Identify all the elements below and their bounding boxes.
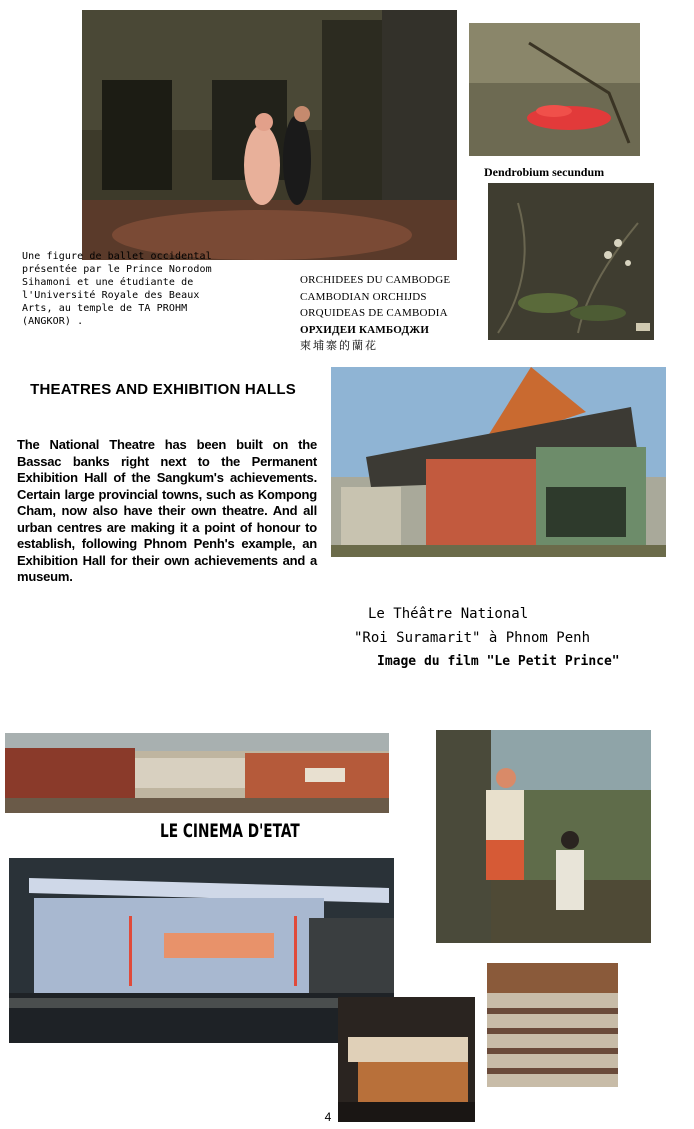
cinema-street-photo	[5, 733, 389, 813]
ballet-photo	[82, 10, 457, 260]
theatre-caption-line1: Le Théâtre National	[368, 606, 529, 622]
orchid-captions	[300, 272, 490, 355]
film-still-photo	[436, 730, 651, 943]
theatre-caption	[354, 602, 684, 650]
orchid-caption-zh: 柬埔寨的蘭花	[300, 339, 378, 352]
cinema-night-photo	[9, 858, 394, 1043]
film-caption: Image du film "Le Petit Prince"	[377, 654, 620, 669]
article-body: The National Theatre has been built on the Bassac banks right next to the Permanent Exhibition Hall of the Sangkum's achievements. Certain large provincial towns, such as Kompong Cham, now also have their own theatre. And all urban centres are making it a point of honour to establish, following Phnom Penh's example, an Exhibition Hall for their own achievements and a museum.	[17, 437, 317, 584]
orchid-caption-fr: ORCHIDEES DU CAMBODGE	[300, 274, 451, 286]
section-title: THEATRES AND EXHIBITION HALLS	[30, 381, 296, 398]
national-theatre-photo	[331, 367, 666, 557]
red-orchid-photo	[469, 23, 640, 156]
cinema-label: LE CINEMA D'ETAT	[160, 820, 300, 842]
orchid-caption-en: CAMBODIAN ORCHIJDS	[300, 290, 427, 303]
dark-orchid-photo	[488, 183, 654, 340]
dendrobium-caption: Dendrobium secundum	[484, 165, 605, 179]
orchid-caption-ru: ОРХИДЕИ КАМБОДЖИ	[300, 323, 430, 336]
theatre-caption-line2: "Roi Suramarit" à Phnom Penh	[354, 630, 591, 646]
orchid-caption-es: ORQUIDEAS DE CAMBODIA	[300, 307, 448, 319]
page-number: 4	[324, 1110, 332, 1124]
auditorium-photo	[487, 963, 618, 1087]
cinema-detail-photo	[338, 997, 475, 1122]
ballet-caption: Une figure de ballet occidental présentée par le Prince Norodom Sihamoni et une étudiante de l'Université Royale des Beaux Arts, au temple de TA PROHM (ANGKOR) .	[22, 251, 212, 327]
